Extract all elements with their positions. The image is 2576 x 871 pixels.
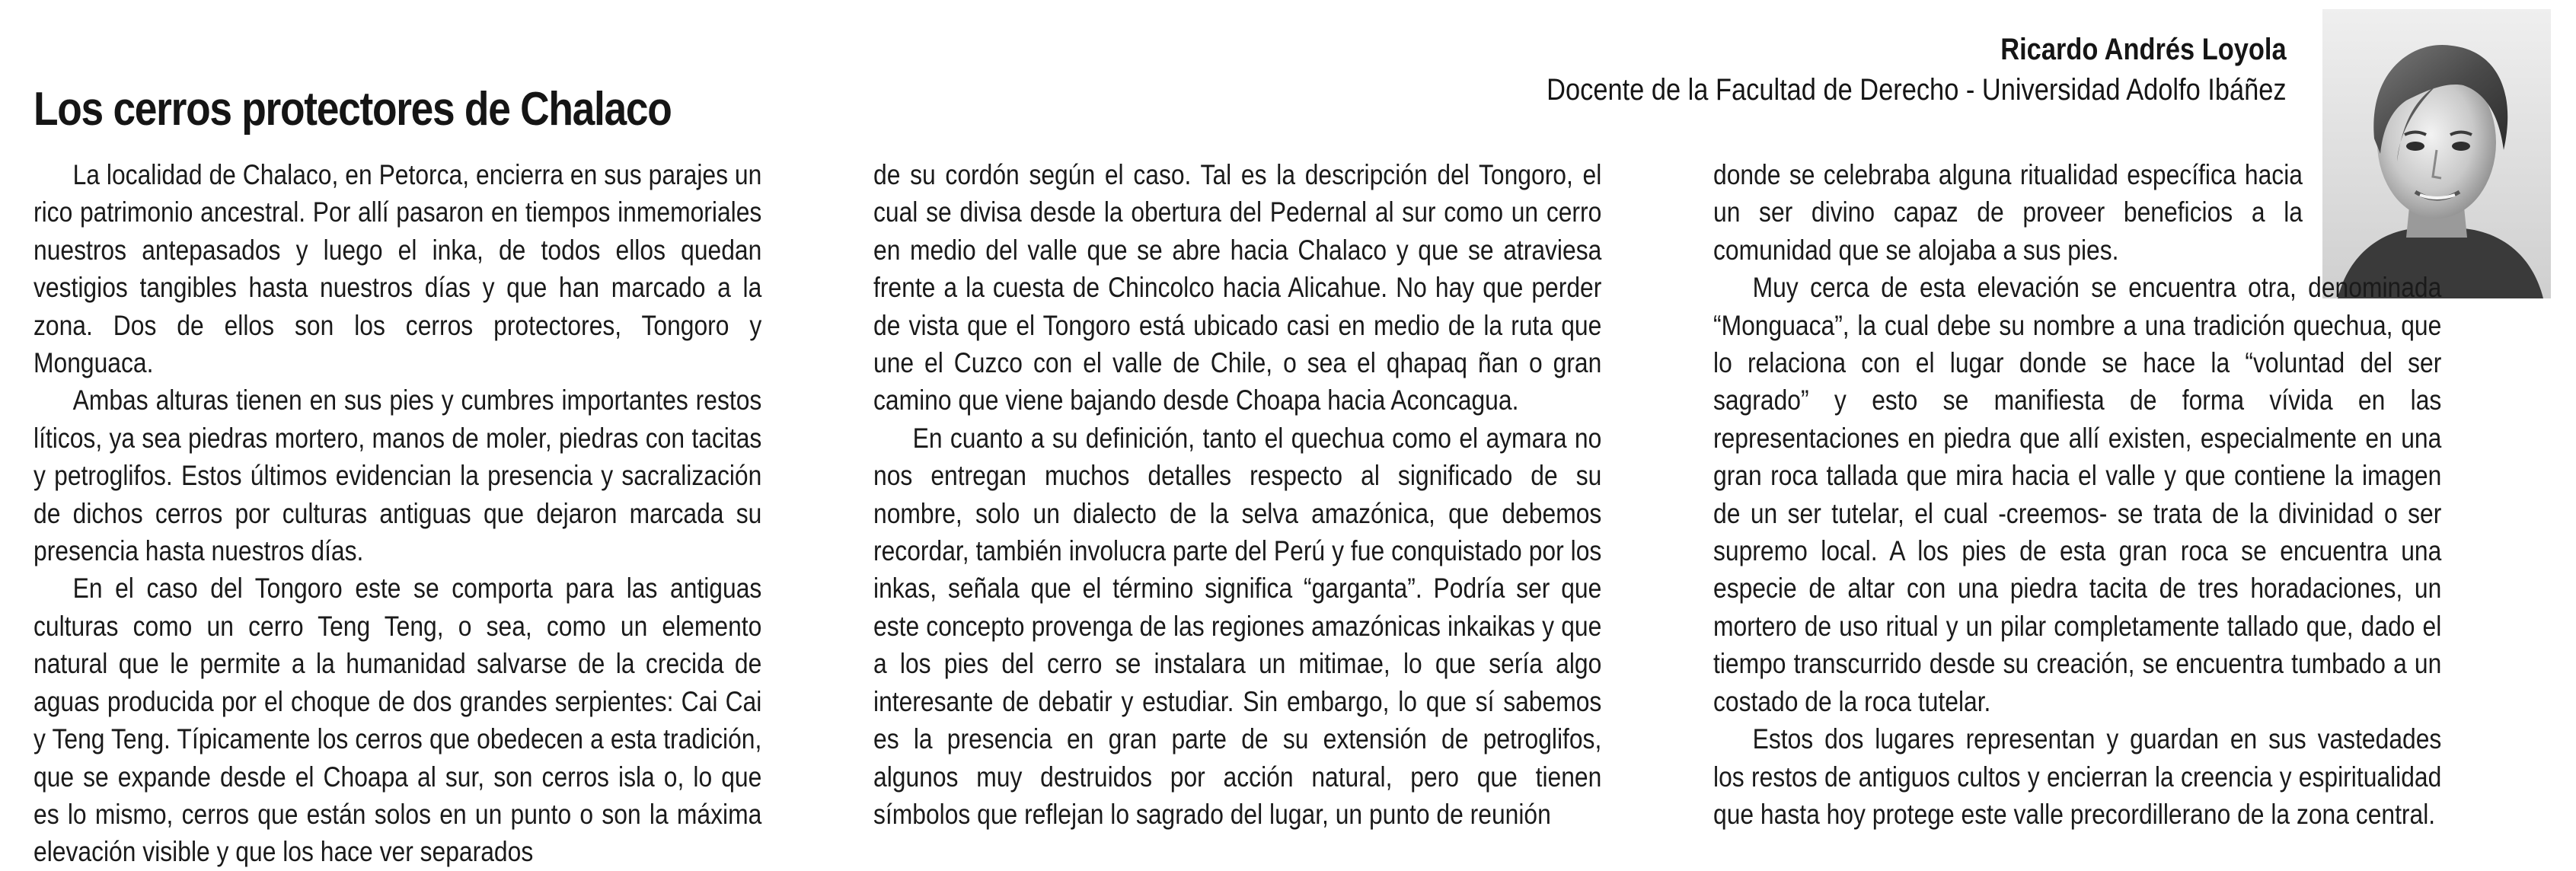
paragraph: En cuanto a su definición, tanto el quechua como el aymara no nos entregan muchos detalles respecto al significado de su nombre, solo un dialecto de la selva amazónica, que debemos recordar, también involucra parte del Perú y fue conquistado por los inkas, señala que el término significa “garganta”. Podría ser que este concepto provenga de las regiones amazónicas inkaikas y que a los pies del cerro se instalara un mitimae, lo que sería algo interesante de debatir y estudiar. Sin embargo, lo que sí sabemos es la presencia en gran parte de su extensión de petroglifos, algunos muy destruidos por acción natural, pero que tienen símbolos que reflejan lo sagrado del lugar, un punto de reunión xyxy=(873,422,1602,830)
article-column-1 xyxy=(34,156,761,871)
paragraph: La localidad de Chalaco, en Petorca, encierra en sus parajes un rico patrimonio ancestral. Por allí pasaron en tiempos inmemoriales nuestros antepasados y luego el inka, de todos ellos quedan vestigios tangibles hasta nuestros días y que han marcado a la zona. Dos de ellos son los cerros protectores, Tongoro y Monguaca. xyxy=(34,159,762,379)
article-column-2 xyxy=(873,156,1601,833)
paragraph: En el caso del Tongoro este se comporta para las antiguas culturas como un cerro Teng Teng, o sea, como un elemento natural que le permite a la humanidad salvarse de la crecida de aguas producida por el choque de dos grandes serpientes: Cai Cai y Teng Teng. Típicamente los cerros que obedecen a esta tradición, que se expande desde el Choapa al sur, son cerros isla o, lo que es lo mismo, cerros que están solos en un punto o son la máxima elevación visible y que los hace ver separados xyxy=(34,573,762,868)
paragraph: Ambas alturas tienen en sus pies y cumbres importantes restos líticos, ya sea piedras mortero, manos de moler, piedras con tacitas y petroglifos. Estos últimos evidencian la presencia y sacralización de dichos cerros por culturas antiguas que dejaron marcada su presencia hasta nuestros días. xyxy=(34,384,762,567)
author-byline xyxy=(1547,30,2287,111)
article-column-3 xyxy=(1713,156,2441,833)
article-title: Los cerros protectores de Chalaco xyxy=(34,83,672,136)
paragraph: Muy cerca de esta elevación se encuentra otra, denominada “Monguaca”, la cual debe su nombre a una tradición quechua, que lo relaciona con el lugar donde se hace la “voluntad del ser sagrado” y esto se manifiesta de forma vívida en las representaciones en piedra que allí existen, especialmente en una gran roca tallada que mira hacia el valle y que contiene la imagen de un ser tutelar, el cual -creemos- se trata de la divinidad o ser supremo local. A los pies de esta gran roca se encuentra una especie de altar con una piedra tacita de tres horadaciones, un mortero de uso ritual y un pilar completamente tallado que, dado el tiempo transcurrido desde su creación, se encuentra tumbado a un costado de la roca tutelar. xyxy=(1713,272,2442,717)
paragraph: Estos dos lugares representan y guardan en sus vastedades los restos de antiguos cultos y encierran la creencia y espiritualidad que hasta hoy protege este valle precordillerano de la zona central. xyxy=(1713,723,2442,830)
paragraph: de su cordón según el caso. Tal es la descripción del Tongoro, el cual se divisa desde la obertura del Pedernal al sur como un cerro en medio del valle que se abre hacia Chalaco y que se atraviesa frente a la cuesta de Chincolco hacia Alicahue. No hay que perder de vista que el Tongoro está ubicado casi en medio de la ruta que une el Cuzco con el valle de Chile, o sea el qhapaq ñan o gran camino que viene bajando desde Choapa hacia Aconcagua. xyxy=(873,159,1602,416)
author-name: Ricardo Andrés Loyola xyxy=(2000,33,2287,66)
author-role: Docente de la Facultad de Derecho - Universidad Adolfo Ibáñez xyxy=(1547,73,2287,107)
paragraph: donde se celebraba alguna ritualidad específica hacia un ser divino capaz de proveer beneficios a la comunidad que se alojaba a sus pies. xyxy=(1713,159,2303,266)
